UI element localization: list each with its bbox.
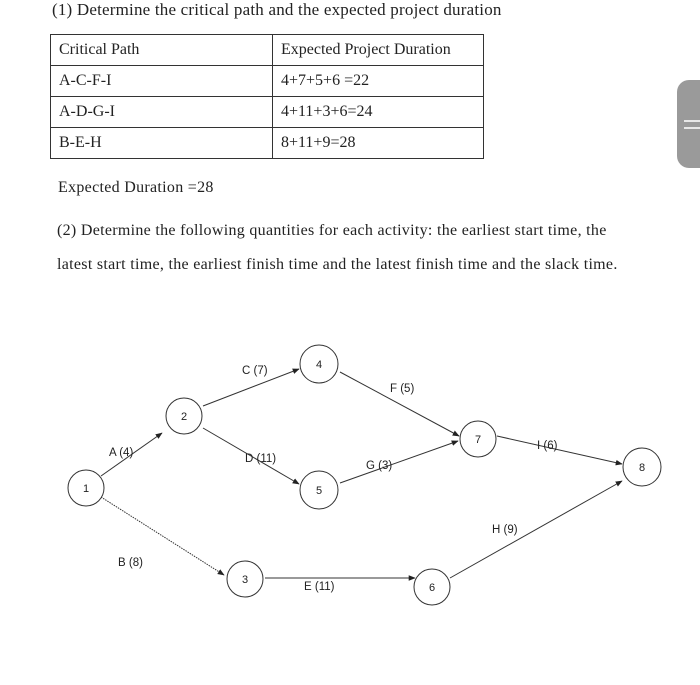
part2-line-2: latest start time, the earliest finish time and the latest finish time and the slack time. (57, 256, 618, 273)
path-cell: A-C-F-I (51, 66, 273, 97)
part1-heading: (1) Determine the critical path and the expected project duration (52, 0, 502, 19)
node-1-number: 1 (82, 483, 90, 495)
node-4-number: 4 (315, 359, 323, 371)
node-5-number: 5 (315, 485, 323, 497)
activity-label-h: H (9) (492, 524, 518, 536)
expected-duration-text: Expected Duration =28 (58, 179, 214, 196)
node-4 (300, 345, 338, 383)
activity-label-g: G (3) (366, 460, 393, 472)
node-2-number: 2 (180, 411, 188, 423)
node-1 (68, 470, 104, 506)
duration-cell: 4+11+3+6=24 (273, 97, 484, 128)
arrow-6-8 (450, 481, 622, 578)
path-cell: B-E-H (51, 128, 273, 159)
activity-label-i: I (6) (537, 440, 558, 452)
node-3 (227, 561, 263, 597)
node-3-number: 3 (241, 574, 249, 586)
activity-label-b: B (8) (118, 557, 143, 569)
activity-label-a: A (4) (109, 447, 134, 459)
arrow-4-7 (340, 372, 459, 436)
activity-label-e: E (11) (304, 581, 335, 593)
node-6-number: 6 (428, 582, 436, 594)
arrow-7-8 (497, 436, 622, 464)
node-5 (300, 471, 338, 509)
node-7-number: 7 (474, 434, 482, 446)
duration-cell: 8+11+9=28 (273, 128, 484, 159)
activity-label-d: D (11) (245, 453, 277, 465)
header-critical-path: Critical Path (51, 35, 273, 66)
arrow-5-7 (340, 441, 458, 483)
activity-label-c: C (7) (242, 365, 268, 377)
header-expected-duration: Expected Project Duration (273, 35, 484, 66)
path-cell: A-D-G-I (51, 97, 273, 128)
node-8 (623, 448, 661, 486)
node-6 (414, 569, 450, 605)
duration-cell: 4+7+5+6 =22 (273, 66, 484, 97)
node-8-number: 8 (638, 462, 646, 474)
activity-label-f: F (5) (390, 383, 415, 395)
node-2 (166, 398, 202, 434)
node-7 (460, 421, 496, 457)
part2-line-1: (2) Determine the following quantities for each activity: the earliest start time, the (57, 222, 607, 239)
